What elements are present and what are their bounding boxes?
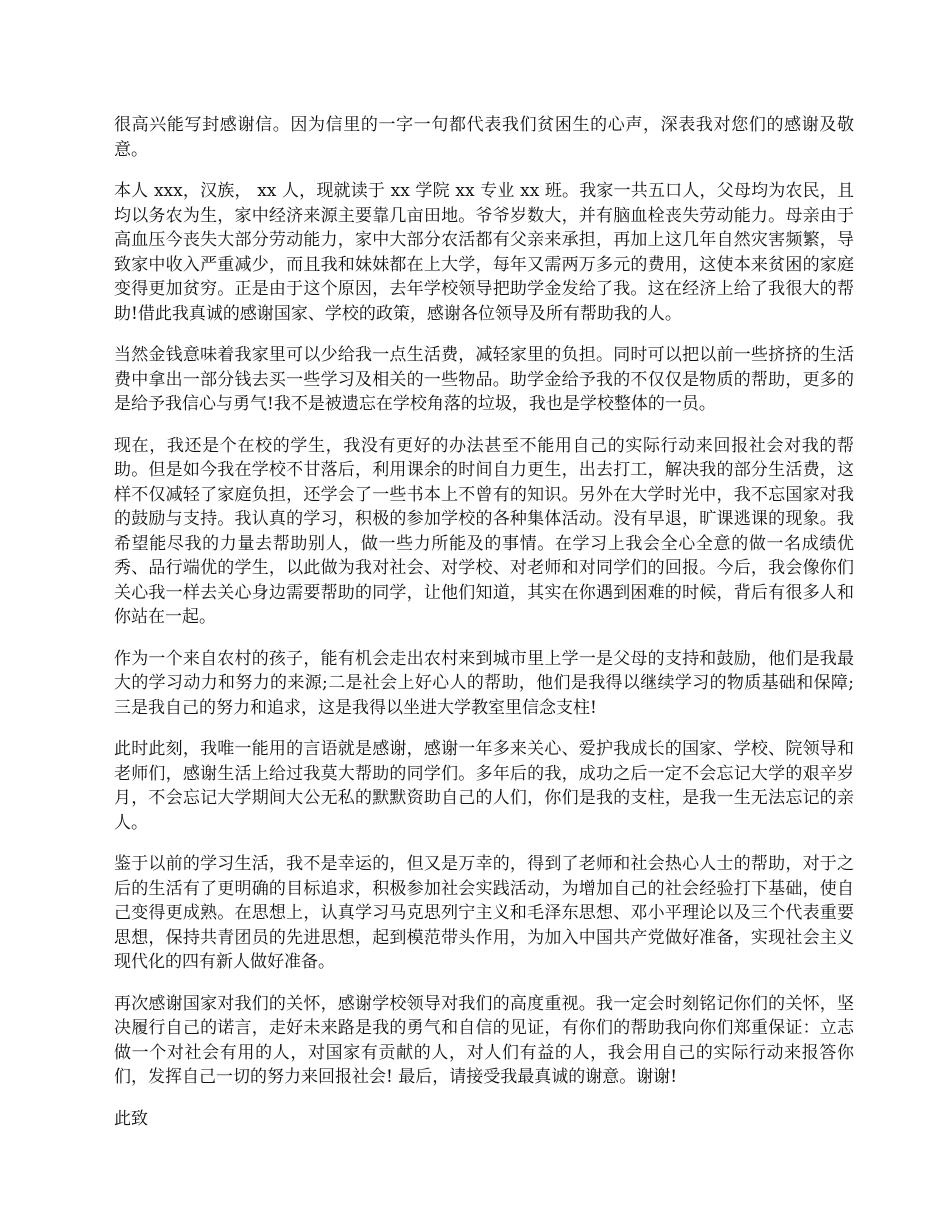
paragraph-2: 本人 xxx，汉族， xx 人，现就读于 xx 学院 xx 专业 xx 班。我家一共五口人，父母均为农民，且均以务农为生，家中经济来源主要靠几亩田地。爷爷岁数大，并有脑血栓丧失劳动能力。母亲由于高血压今丧失大部分劳动能力，家中大部分农活都有父亲来承担，再加上这几年自然灾害频繁，导致家中收入严重减少，而且我和妹妹都在上大学，每年又需两万多元的费用，这使本来贫困的家庭变得更加贫穷。正是由于这个原因，去年学校领导把助学金发给了我。这在经济上给了我很大的帮助!借此我真诚的感谢国家、学校的政策，感谢各位领导及所有帮助我的人。 [114, 181, 854, 324]
paragraph-6: 此时此刻，我唯一能用的言语就是感谢，感谢一年多来关心、爱护我成长的国家、学校、院领导和老师们，感谢生活上给过我莫大帮助的同学们。多年后的我，成功之后一定不会忘记大学的艰辛岁月，不会忘记大学期间大公无私的默默资助自己的人们，你们是我的支柱，是我一生无法忘记的亲人。 [114, 739, 854, 833]
paragraph-8: 再次感谢国家对我们的关怀，感谢学校领导对我们的高度重视。我一定会时刻铭记你们的关怀，坚决履行自己的诺言，走好未来路是我的勇气和自信的见证，有你们的帮助我向你们郑重保证：立志做一个对社会有用的人，对国家有贡献的人，对人们有益的人，我会用自己的实际行动来报答你们，发挥自己一切的努力来回报社会! 最后，请接受我最真诚的谢意。谢谢! [114, 993, 854, 1087]
closing-salutation: 此致 [114, 1108, 148, 1129]
paragraph-3: 当然金钱意味着我家里可以少给我一点生活费，减轻家里的负担。同时可以把以前一些挤挤的生活费中拿出一部分钱去买一些学习及相关的一些物品。助学金给予我的不仅仅是物质的帮助，更多的是给予我信心与勇气!我不是被遗忘在学校角落的垃圾，我也是学校整体的一员。 [114, 345, 854, 414]
paragraph-7: 鉴于以前的学习生活，我不是幸运的，但又是万幸的，得到了老师和社会热心人士的帮助，对于之后的生活有了更明确的目标追求，积极参加社会实践活动，为增加自己的社会经验打下基础，使自己变得更成熟。在思想上，认真学习马克思列宁主义和毛泽东思想、邓小平理论以及三个代表重要思想，保持共青团员的先进思想，起到模范带头作用，为加入中国共产党做好准备，实现社会主义现代化的四有新人做好准备。 [114, 854, 854, 972]
paragraph-4: 现在，我还是个在校的学生，我没有更好的办法甚至不能用自己的实际行动来回报社会对我的帮助。但是如今我在学校不甘落后，利用课余的时间自力更生，出去打工，解决我的部分生活费，这样不仅减轻了家庭负担，还学会了一些书本上不曾有的知识。另外在大学时光中，我不忘国家对我的鼓励与支持。我认真的学习，积极的参加学校的各种集体活动。没有早退，旷课逃课的现象。我希望能尽我的力量去帮助别人，做一些力所能及的事情。在学习上我会全心全意的做一名成绩优秀、品行端优的学生，以此做为我对社会、对学校、对老师和对同学们的回报。今后，我会像你们关心我一样去关心身边需要帮助的同学，让他们知道，其实在你遇到困难的时候，背后有很多人和你站在一起。 [114, 435, 854, 627]
paragraph-1: 很高兴能写封感谢信。因为信里的一字一句都代表我们贫困生的心声，深表我对您们的感谢及敬意。 [114, 115, 854, 160]
paragraph-5: 作为一个来自农村的孩子，能有机会走出农村来到城市里上学一是父母的支持和鼓励，他们是我最大的学习动力和努力的来源;二是社会上好心人的帮助，他们是我得以继续学习的物质基础和保障;三是我自己的努力和追求，这是我得以坐进大学教室里信念支柱! [114, 648, 855, 718]
letter-body [114, 113, 854, 1131]
